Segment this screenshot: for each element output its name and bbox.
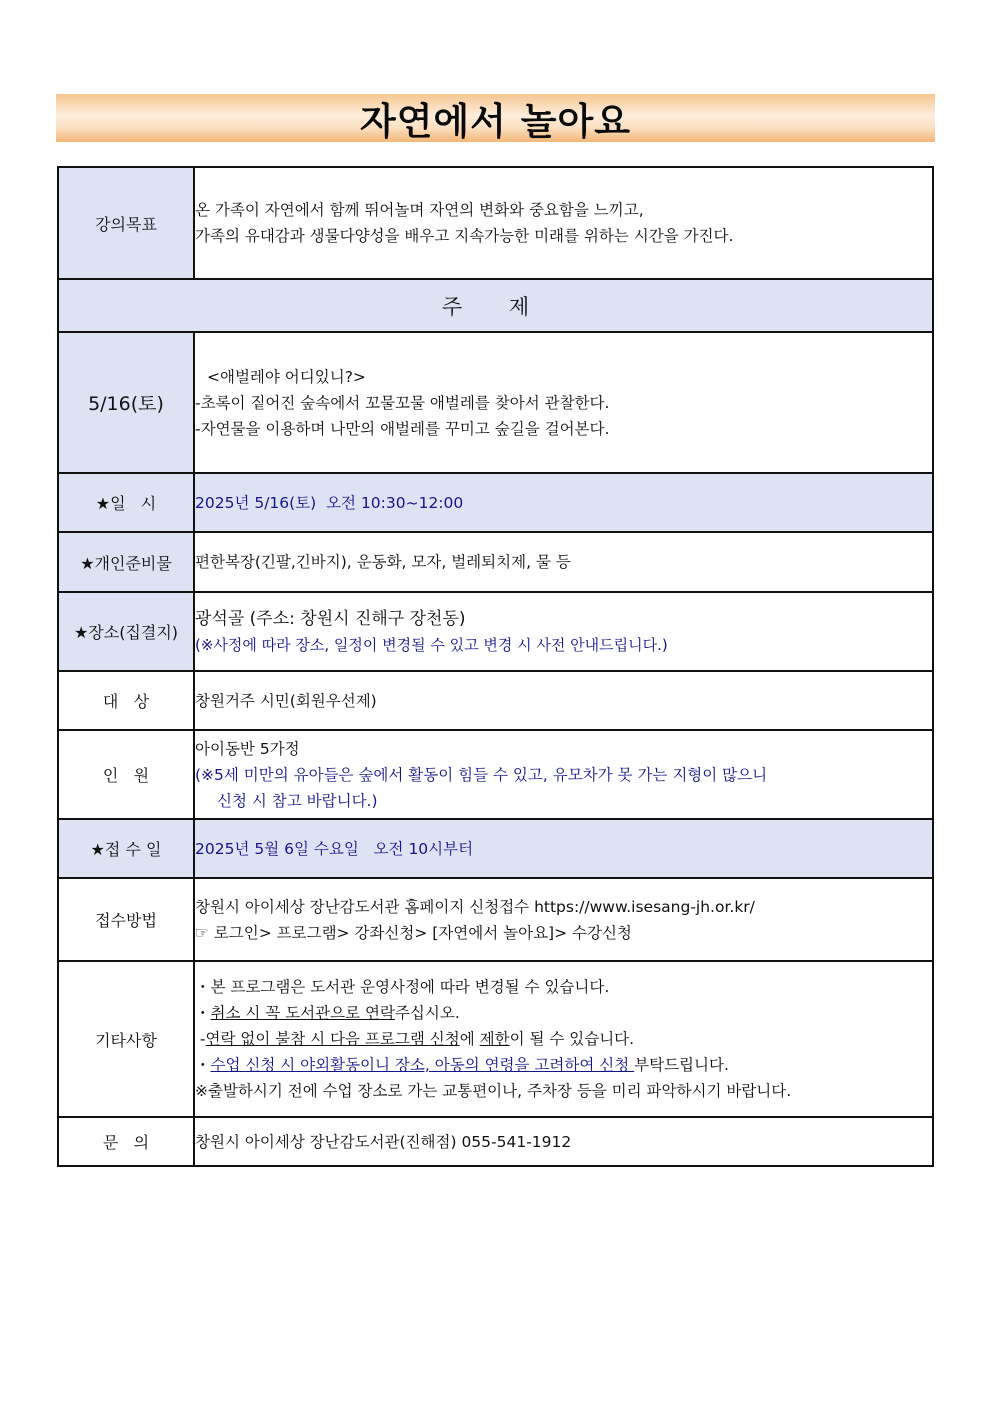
theme-header: 주 제 <box>58 279 933 332</box>
topic-line-1: -초록이 짙어진 숲속에서 꼬물꼬물 애벌레를 찾아서 관찰한다. <box>195 393 610 412</box>
reception-date-row <box>58 819 933 878</box>
contact-label: 문 의 <box>58 1117 194 1166</box>
topic-line-2: -자연물을 이용하며 나만의 애벌레를 꾸미고 숲길을 걸어본다. <box>195 419 610 438</box>
etc-line-3 <box>195 1026 932 1052</box>
etc-content <box>194 961 933 1117</box>
goal-label: 강의목표 <box>58 167 194 279</box>
reception-method-row <box>58 878 933 961</box>
target-label: 대 상 <box>58 671 194 730</box>
etc-line-3-underlined-3: 제한 <box>479 1030 510 1048</box>
reception-date-label: ★접 수 일 <box>58 819 194 878</box>
etc-label: 기타사항 <box>58 961 194 1117</box>
etc-line-4 <box>195 1052 932 1078</box>
reception-method-line-1: 창원시 아이세상 장난감도서관 홈페이지 신청접수 https://www.isesang-jh.or.kr/ <box>195 897 755 916</box>
place-content <box>194 592 933 671</box>
etc-line-3-underlined-2: 신청 <box>429 1030 460 1048</box>
reception-method-content <box>194 878 933 961</box>
items-value: 편한복장(긴팔,긴바지), 운동화, 모자, 벌레퇴치제, 물 등 <box>194 532 933 592</box>
contact-row <box>58 1117 933 1166</box>
reception-date-value: 2025년 5월 6일 수요일 오전 10시부터 <box>194 819 933 878</box>
etc-line-3-underlined-1: 연락 없이 불참 시 다음 프로그램 <box>205 1030 430 1048</box>
etc-line-4-bullet: ・ <box>195 1056 211 1074</box>
place-row <box>58 592 933 671</box>
capacity-label: 인 원 <box>58 730 194 819</box>
etc-line-2-rest: 주십시오. <box>394 1004 460 1022</box>
etc-line-4-rest: 부탁드립니다. <box>634 1056 729 1074</box>
topic-content <box>194 332 933 473</box>
topic-row <box>58 332 933 473</box>
etc-line-3-rest: 이 될 수 있습니다. <box>509 1030 635 1048</box>
title-banner <box>56 94 935 142</box>
contact-value: 창원시 아이세상 장난감도서관(진해점) 055-541-1912 <box>194 1117 933 1166</box>
capacity-note-1: (※5세 미만의 유아들은 숲에서 활동이 힘들 수 있고, 유모차가 못 가는 지형이 많으니 <box>195 765 768 784</box>
theme-header-row <box>58 279 933 332</box>
items-label: ★개인준비물 <box>58 532 194 592</box>
goal-line-1: 온 가족이 자연에서 함께 뛰어놀며 자연의 변화와 중요함을 느끼고, <box>195 201 644 219</box>
goal-content <box>194 167 933 279</box>
capacity-note-2: 신청 시 참고 바랍니다.) <box>217 791 378 810</box>
target-value: 창원거주 시민(회원우선제) <box>194 671 933 730</box>
etc-line-2-underlined: 취소 시 꼭 도서관으로 연락 <box>210 1004 395 1022</box>
capacity-value: 아이동반 5가정 <box>195 739 300 758</box>
topic-date-label: 5/16(토) <box>58 332 194 473</box>
etc-line-4-underlined: 수업 신청 시 야외활동이니 장소, 아동의 연령을 고려하여 신청 <box>210 1056 635 1074</box>
etc-line-1: ・본 프로그램은 도서관 운영사정에 따라 변경될 수 있습니다. <box>195 978 610 996</box>
datetime-value: 2025년 5/16(토) 오전 10:30~12:00 <box>194 473 933 532</box>
etc-line-2-bullet: ・ <box>195 1004 211 1022</box>
datetime-row <box>58 473 933 532</box>
etc-line-2 <box>195 1000 932 1026</box>
capacity-content <box>194 730 933 819</box>
etc-line-5: ※출발하시기 전에 수업 장소로 가는 교통편이나, 주차장 등을 미리 파악하시기 바랍니다. <box>195 1082 792 1100</box>
etc-row <box>58 961 933 1117</box>
topic-heading: <애벌레야 어디있니?> <box>207 367 366 386</box>
reception-method-line-2: ☞ 로그인> 프로그램> 강좌신청> [자연에서 놀아요]> 수강신청 <box>195 923 632 942</box>
reception-method-label: 접수방법 <box>58 878 194 961</box>
goal-row <box>58 167 933 279</box>
capacity-row <box>58 730 933 819</box>
etc-line-3-mid: 에 <box>459 1030 480 1048</box>
program-info-table <box>57 166 934 1167</box>
goal-line-2: 가족의 유대감과 생물다양성을 배우고 지속가능한 미래를 위하는 시간을 가진다. <box>195 227 734 245</box>
datetime-label: ★일 시 <box>58 473 194 532</box>
page-title: 자연에서 놀아요 <box>359 100 632 143</box>
items-row <box>58 532 933 592</box>
target-row <box>58 671 933 730</box>
place-value: 광석골 (주소: 창원시 진해구 장천동) <box>195 608 466 629</box>
place-label: ★장소(집결지) <box>58 592 194 671</box>
etc-line-3-dash: - <box>195 1030 206 1048</box>
place-note: (※사정에 따라 장소, 일정이 변경될 수 있고 변경 시 사전 안내드립니다.) <box>195 635 668 654</box>
